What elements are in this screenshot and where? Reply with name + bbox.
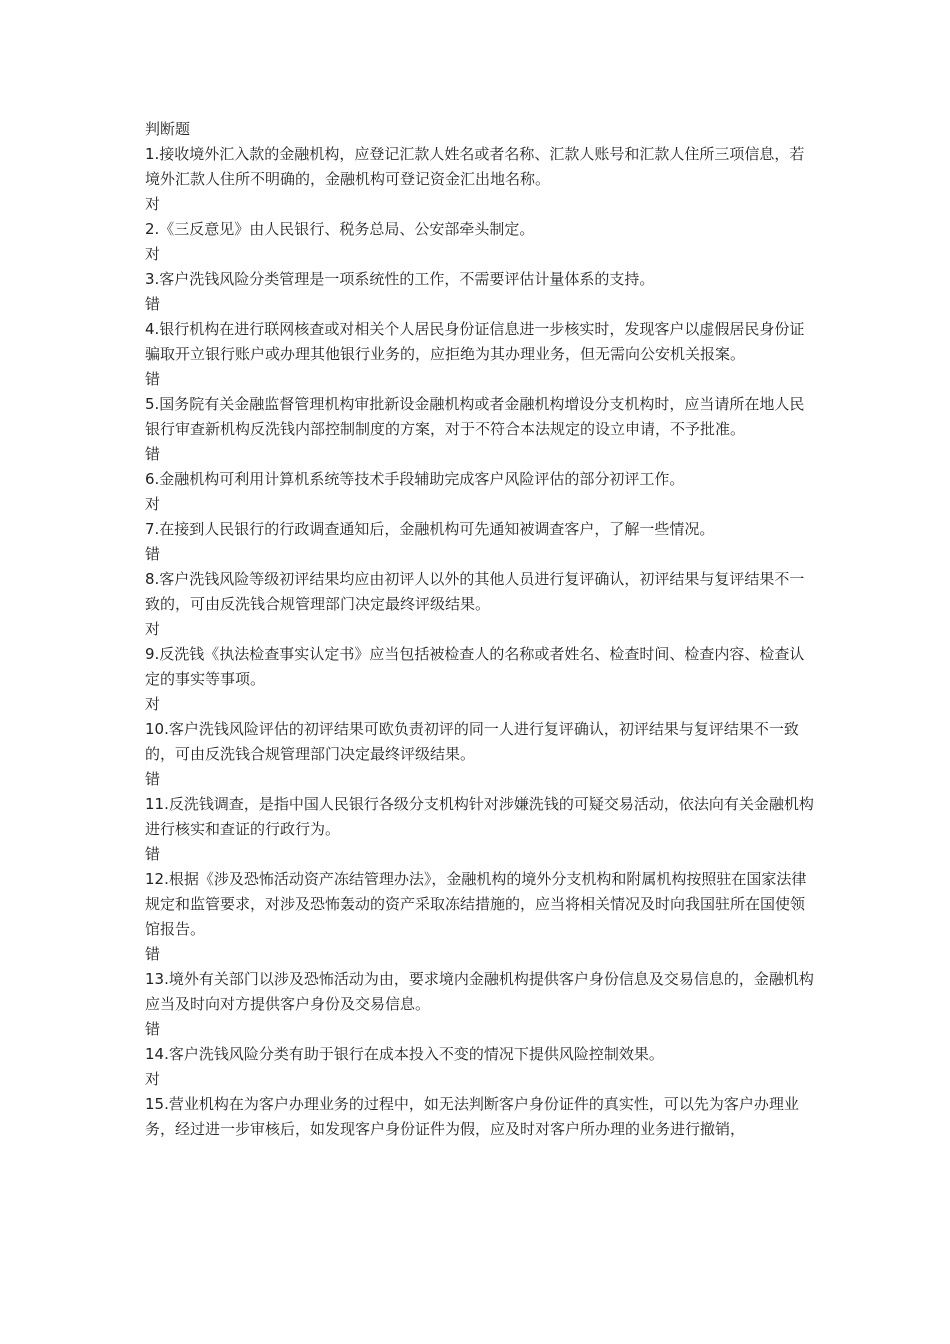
question-2: 2.《三反意见》由人民银行、税务总局、公安部牵头制定。	[145, 220, 535, 238]
question-15: 15.营业机构在为客户办理业务的过程中，如无法判断客户身份证件的真实性，可以先为客户办理业务，经过进一步审核后，如发现客户身份证件为假，应及时对客户所办理的业务进行撤销，	[145, 1095, 799, 1138]
question-7: 7.在接到人民银行的行政调查通知后，金融机构可先通知被调查客户，了解一些情况。	[145, 520, 715, 538]
question-8: 8.客户洗钱风险等级初评结果均应由初评人以外的其他人员进行复评确认，初评结果与复评结果不一致的，可由反洗钱合规管理部门决定最终评级结果。	[145, 570, 805, 613]
question-14: 14.客户洗钱风险分类有助于银行在成本投入不变的情况下提供风险控制效果。	[145, 1045, 664, 1063]
answer-6: 对	[145, 495, 161, 513]
question-3: 3.客户洗钱风险分类管理是一项系统性的工作，不需要评估计量体系的支持。	[145, 270, 655, 288]
question-12: 12.根据《涉及恐怖活动资产冻结管理办法》，金融机构的境外分支机构和附属机构按照驻在国家法律规定和监管要求，对涉及恐怖轰动的资产采取冻结措施的，应当将相关情况及时向我国驻所在国使领馆报告。	[145, 870, 807, 938]
answer-10: 错	[145, 770, 161, 788]
answer-9: 对	[145, 695, 161, 713]
answer-4: 错	[145, 370, 161, 388]
question-1: 1.接收境外汇入款的金融机构，应登记汇款人姓名或者名称、汇款人账号和汇款人住所三项信息，若境外汇款人住所不明确的，金融机构可登记资金汇出地名称。	[145, 145, 805, 188]
answer-2: 对	[145, 245, 161, 263]
section-heading: 判断题	[145, 120, 191, 138]
question-11: 11.反洗钱调查，是指中国人民银行各级分支机构针对涉嫌洗钱的可疑交易活动，依法向有关金融机构进行核实和查证的行政行为。	[145, 795, 814, 838]
answer-3: 错	[145, 295, 161, 313]
answer-14: 对	[145, 1070, 161, 1088]
answer-13: 错	[145, 1020, 161, 1038]
answer-12: 错	[145, 945, 161, 963]
question-13: 13.境外有关部门以涉及恐怖活动为由，要求境内金融机构提供客户身份信息及交易信息的，金融机构应当及时向对方提供客户身份及交易信息。	[145, 970, 814, 1013]
answer-7: 错	[145, 545, 161, 563]
answer-11: 错	[145, 845, 161, 863]
question-6: 6.金融机构可利用计算机系统等技术手段辅助完成客户风险评估的部分初评工作。	[145, 470, 685, 488]
question-4: 4.银行机构在进行联网核查或对相关个人居民身份证信息进一步核实时，发现客户以虚假居民身份证骗取开立银行账户或办理其他银行业务的，应拒绝为其办理业务，但无需向公安机关报案。	[145, 320, 805, 363]
answer-1: 对	[145, 195, 161, 213]
question-9: 9.反洗钱《执法检查事实认定书》应当包括被检查人的名称或者姓名、检查时间、检查内容、检查认定的事实等事项。	[145, 645, 805, 688]
document-page	[145, 117, 815, 1142]
question-5: 5.国务院有关金融监督管理机构审批新设金融机构或者金融机构增设分支机构时，应当请所在地人民银行审查新机构反洗钱内部控制制度的方案，对于不符合本法规定的设立申请，不予批准。	[145, 395, 805, 438]
question-10: 10.客户洗钱风险评估的初评结果可欧负责初评的同一人进行复评确认，初评结果与复评结果不一致的，可由反洗钱合规管理部门决定最终评级结果。	[145, 720, 799, 763]
answer-5: 错	[145, 445, 161, 463]
answer-8: 对	[145, 620, 161, 638]
